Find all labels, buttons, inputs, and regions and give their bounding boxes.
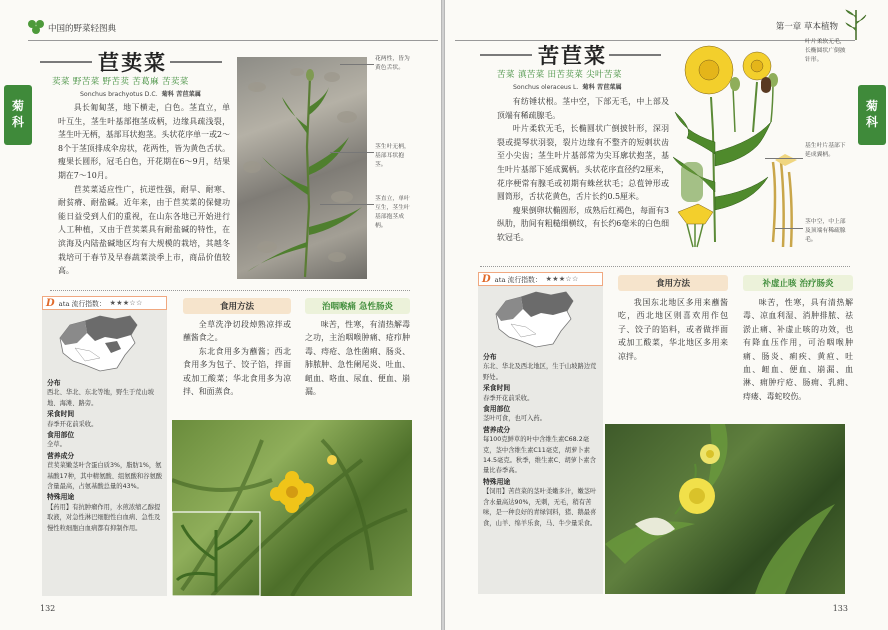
latin-text: Sonchus brachyotus D.C. [80, 91, 158, 98]
plant-aliases: 苦菜 滇苦菜 田苦荬菜 尖叶苦菜 [497, 70, 622, 80]
family-tab-char: 科 [11, 115, 24, 129]
usage-heading: 食用方法 [183, 298, 291, 314]
clover-icon [28, 20, 44, 36]
usage-text [618, 296, 728, 363]
plant-photo-stones [237, 57, 367, 279]
title-rule [170, 61, 222, 63]
section-divider [480, 266, 850, 267]
usage-paragraph: 东北食用多为蘸酱；西北食用多为包子、饺子馅，拌面或加工酸菜；华北食用多为凉拌、和面蒸食。 [183, 346, 291, 397]
description-paragraph: 叶片柔软无毛，长椭圆状广倒披针形，深羽裂或提琴状羽裂，裂片边缘有不整齐的短刺状齿至小尖齿；茎生叶片基部常为尖耳廓状抱茎，基生叶片基部下延成翼柄。头状花序直径约2厘米，花序梗常有腺毛或初期有蛛丝状毛；总苞钟形或圆筒形，舌状花黄色，舌片长约0.5厘米。 [497, 124, 669, 202]
callout-base-leaf: 基生叶片基部下延成翼柄。 [805, 143, 846, 158]
info-label: 营养成分 [47, 451, 75, 460]
usage-heading: 食用方法 [618, 275, 728, 291]
info-text: 【药用】有抗肿瘤作用，水煎浓缩乙醇提取液，对急性淋巴细胞性白血病、急性及慢性粒细胞白血病都有抑制作用。 [47, 503, 161, 532]
callout-line [765, 158, 803, 159]
right-page [445, 0, 888, 630]
callout-line [330, 152, 374, 153]
callout-leaf: 茎生叶无柄，基部耳状抱茎。 [375, 144, 410, 168]
plant-aliases: 荬菜 野苦菜 野苦荬 苦葛麻 苦荬菜 [52, 77, 189, 87]
right-header [776, 20, 838, 32]
page-number: 132 [40, 604, 56, 613]
title-rule [609, 54, 661, 56]
book-title: 中国的野菜轻图典 [48, 24, 117, 34]
remedy-paragraph: 味苦，性寒，有清热解毒之功，主治咽喉肿痛、疮疖肿毒、痔疮、急性菌痢、肠炎、肺脓肿、急性阑尾炎、吐血、衄血、咯血、尿血、便血、崩漏。 [305, 320, 410, 397]
info-text: 茎叶可食，也可入药。 [483, 415, 546, 423]
remedy-text [743, 296, 853, 403]
title-rule [480, 54, 532, 56]
family-tab [4, 85, 32, 145]
latin-name [513, 82, 622, 91]
description-paragraph: 苣荬菜适应性广，抗逆性强，耐旱、耐寒、耐贫瘠、耐盐碱。近年来，由于苣荬菜的保健功能日益受到人们的重视，在山东各地已开始进行人工种植，又由于苣荬菜具有耐盐碱的特性，在滨海及内陆盐碱地区均有大规模的栽培，其越冬栽培可于春节及早春蔬菜淡季上市，商品价值较高。 [58, 184, 230, 276]
flower-photo [172, 420, 412, 596]
header-rule [28, 40, 438, 41]
info-label: 分布 [483, 353, 497, 361]
info-label: 食用部位 [47, 431, 75, 440]
usage-paragraph: 全草洗净切段焯熟凉拌或蘸酱食之。 [183, 320, 291, 343]
chapter-title: 第一章 草本植物 [775, 22, 838, 32]
info-list [47, 378, 165, 534]
family-text: 菊科 苦苣菜属 [582, 84, 622, 91]
title-rule [40, 61, 92, 63]
family-tab-char: 菊 [865, 99, 878, 114]
popularity-header [42, 296, 167, 310]
china-map-icon [55, 313, 140, 375]
flower-photo [605, 424, 845, 594]
callout-stem: 茎中空，中上部及顶端有稀疏腺毛。 [805, 219, 846, 243]
header-rule [455, 40, 855, 41]
info-label: 营养成分 [483, 425, 511, 434]
remedy-paragraph: 味苦，性寒，具有清热解毒、凉血利湿、消肿排脓、祛淤止痛、补虚止咳的功效，也有降血压作用，可治咽喉肿痛、肠炎、痢疾、黄疸、吐血、衄血、便血、崩漏、血淋、痈肿疔疮、肠痈、乳痈、痔瘘、毒蛇咬伤。 [743, 298, 853, 401]
latin-name [80, 89, 201, 98]
plant-sprig-icon [844, 6, 868, 40]
info-text: 东北、华北及西北地区，生于山坡路边荒野处。 [483, 363, 597, 381]
family-text: 菊科 苦苣菜属 [161, 91, 201, 98]
plant-title: 苦苣菜 [538, 44, 607, 68]
description-paragraph: 具长匍匐茎，地下横走，白色。茎直立，单叶互生，茎生叶基部抱茎成柄，边缘具疏浅裂，茎生叶无柄，基部耳状抱茎。头状花序单一或2～8个于茎顶排成伞房状，花两性，皆为黄色舌状。瘦果长圆形，冠毛白色，开花期在6～9月，结果期在7～10月。 [58, 103, 230, 180]
info-label: 分布 [47, 379, 61, 387]
info-label: 采食时间 [483, 384, 511, 393]
callout-leaf: 叶片柔软无毛，长椭圆状广倒披针形。 [805, 39, 846, 63]
callout-line [775, 228, 803, 229]
flower-illustration [605, 424, 845, 594]
info-text: 苣荬菜嫩茎叶含蛋白质3%，脂肪1%，氨基酸17种，其中精氨酸、组氨酸和谷氨酸含量最高，占氨基酸总量的43%。 [47, 462, 163, 491]
description [497, 95, 669, 245]
popularity-label: ata 流行指数： [494, 276, 542, 284]
page-number: 133 [832, 604, 848, 613]
info-list [483, 352, 601, 529]
popularity-header [478, 272, 603, 286]
usage-paragraph: 我国东北地区多用来蘸酱吃，西北地区则喜欢用作包子、饺子的馅料，或者做拌面或加工酸菜，华北地区多用来凉拌。 [618, 298, 728, 361]
info-text: 春季开花前采收。 [47, 420, 98, 428]
info-text: 西北、华北、东北等地，野生于荒山坡地、海滩、路旁。 [47, 389, 155, 407]
popularity-stars: ★★★☆☆ [545, 275, 579, 283]
data-d-letter: D [482, 273, 491, 285]
callout-line [340, 64, 374, 65]
remedy-heading: 补虚止咳 治疗肠炎 [743, 275, 853, 291]
info-text: 春季开花前采收。 [483, 394, 534, 402]
left-page [0, 0, 441, 630]
china-map-icon [491, 289, 576, 351]
family-tab-char: 菊 [11, 99, 24, 114]
info-label: 采食时间 [47, 410, 75, 419]
info-label: 特殊用途 [483, 477, 511, 486]
description-paragraph: 瘦果倒卵状椭圆形，成熟后红褐色，每面有3纵肋，肋间有粗糙细横纹，有长约6毫米的白色细软冠毛。 [497, 205, 669, 242]
info-text: 每100克鲜草的叶中含维生素C68.2毫克，茎中含维生素C11毫克，胡萝卜素14.5毫克。秋季，维生素C、胡萝卜素含量比春季高。 [483, 436, 596, 475]
callout-stem: 茎直立，单叶互生，茎生叶基部抱茎成柄。 [375, 196, 410, 229]
info-text: 全草。 [47, 441, 66, 449]
latin-text: Sonchus oleraceus L. [513, 84, 579, 91]
info-label: 特殊用途 [47, 493, 75, 502]
callout-flower: 花两性，皆为黄色舌状。 [375, 56, 410, 71]
left-header [28, 20, 116, 36]
family-tab [858, 85, 886, 145]
popularity-label: ata 流行指数： [58, 300, 106, 308]
info-text: 【饲用】苦苣菜的茎叶柔嫩多汁，嫩茎叶含水量高达90%，无刺，无毛，稍有苦味，是一种良好的青绿饲料，猪、鹅最喜食，山羊、绵羊乐食，马、牛少量采食。 [483, 488, 597, 527]
remedy-text [305, 318, 410, 398]
info-label: 食用部位 [483, 405, 511, 414]
callout-line [320, 204, 374, 205]
remedy-heading: 治咽喉痛 急性肠炎 [305, 298, 410, 314]
description [58, 101, 230, 278]
plant-title: 苣荬菜 [98, 51, 167, 75]
description-paragraph: 有纺锤状根。茎中空，下部无毛，中上部及顶端有稀疏腺毛。 [497, 97, 669, 120]
data-d-letter: D [46, 297, 55, 309]
family-tab-char: 科 [865, 115, 878, 129]
section-divider [50, 290, 410, 291]
flower-illustration [172, 420, 412, 596]
plant-illustration [237, 57, 367, 279]
popularity-stars: ★★★☆☆ [109, 299, 143, 307]
usage-text [183, 318, 291, 398]
